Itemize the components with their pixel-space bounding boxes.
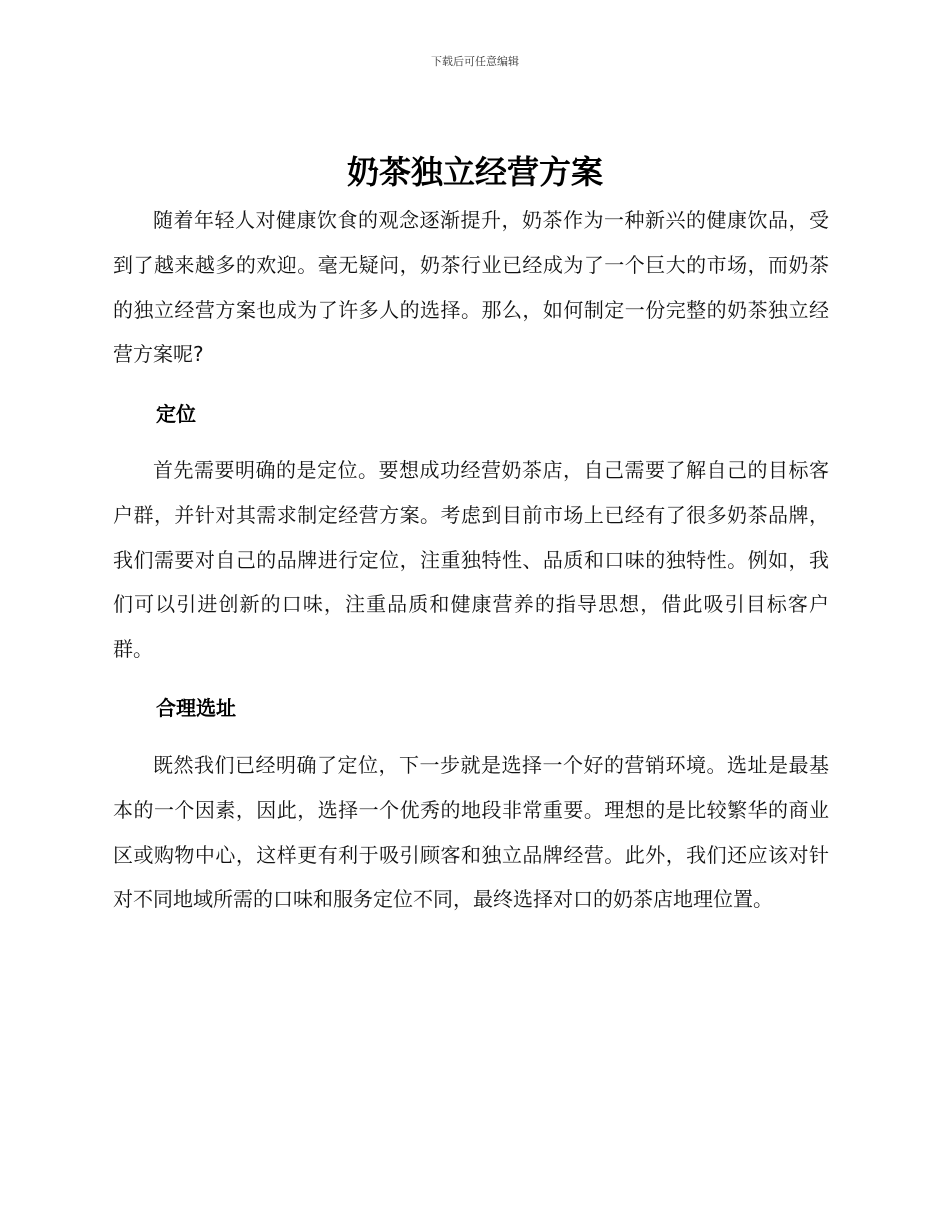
section-paragraph-positioning: 首先需要明确的是定位。要想成功经营奶茶店，自己需要了解自己的目标客户群，并针对其需求制定经营方案。考虑到目前市场上已经有了很多奶茶品牌，我们需要对自己的品牌进行定位，注重独特性、品质和口味的独特性。例如，我们可以引进创新的口味，注重品质和健康营养的指导思想，借此吸引目标客户群。 [113,458,829,662]
header-note: 下载后可任意编辑 [431,55,519,68]
section-heading-location: 合理选址 [156,696,236,720]
intro-paragraph: 随着年轻人对健康饮食的观念逐渐提升，奶茶作为一种新兴的健康饮品，受到了越来越多的欢迎。毫无疑问，奶茶行业已经成为了一个巨大的市场，而奶茶的独立经营方案也成为了许多人的选择。那么，如何制定一份完整的奶茶独立经营方案呢? [113,208,829,367]
section-heading-positioning: 定位 [156,402,196,426]
document-title: 奶茶独立经营方案 [346,153,603,191]
section-paragraph-location: 既然我们已经明确了定位，下一步就是选择一个好的营销环境。选址是最基本的一个因素，因此，选择一个优秀的地段非常重要。理想的是比较繁华的商业区或购物中心，这样更有利于吸引顾客和独立品牌经营。此外，我们还应该对针对不同地域所需的口味和服务定位不同，最终选择对口的奶茶店地理位置。 [113,753,829,912]
